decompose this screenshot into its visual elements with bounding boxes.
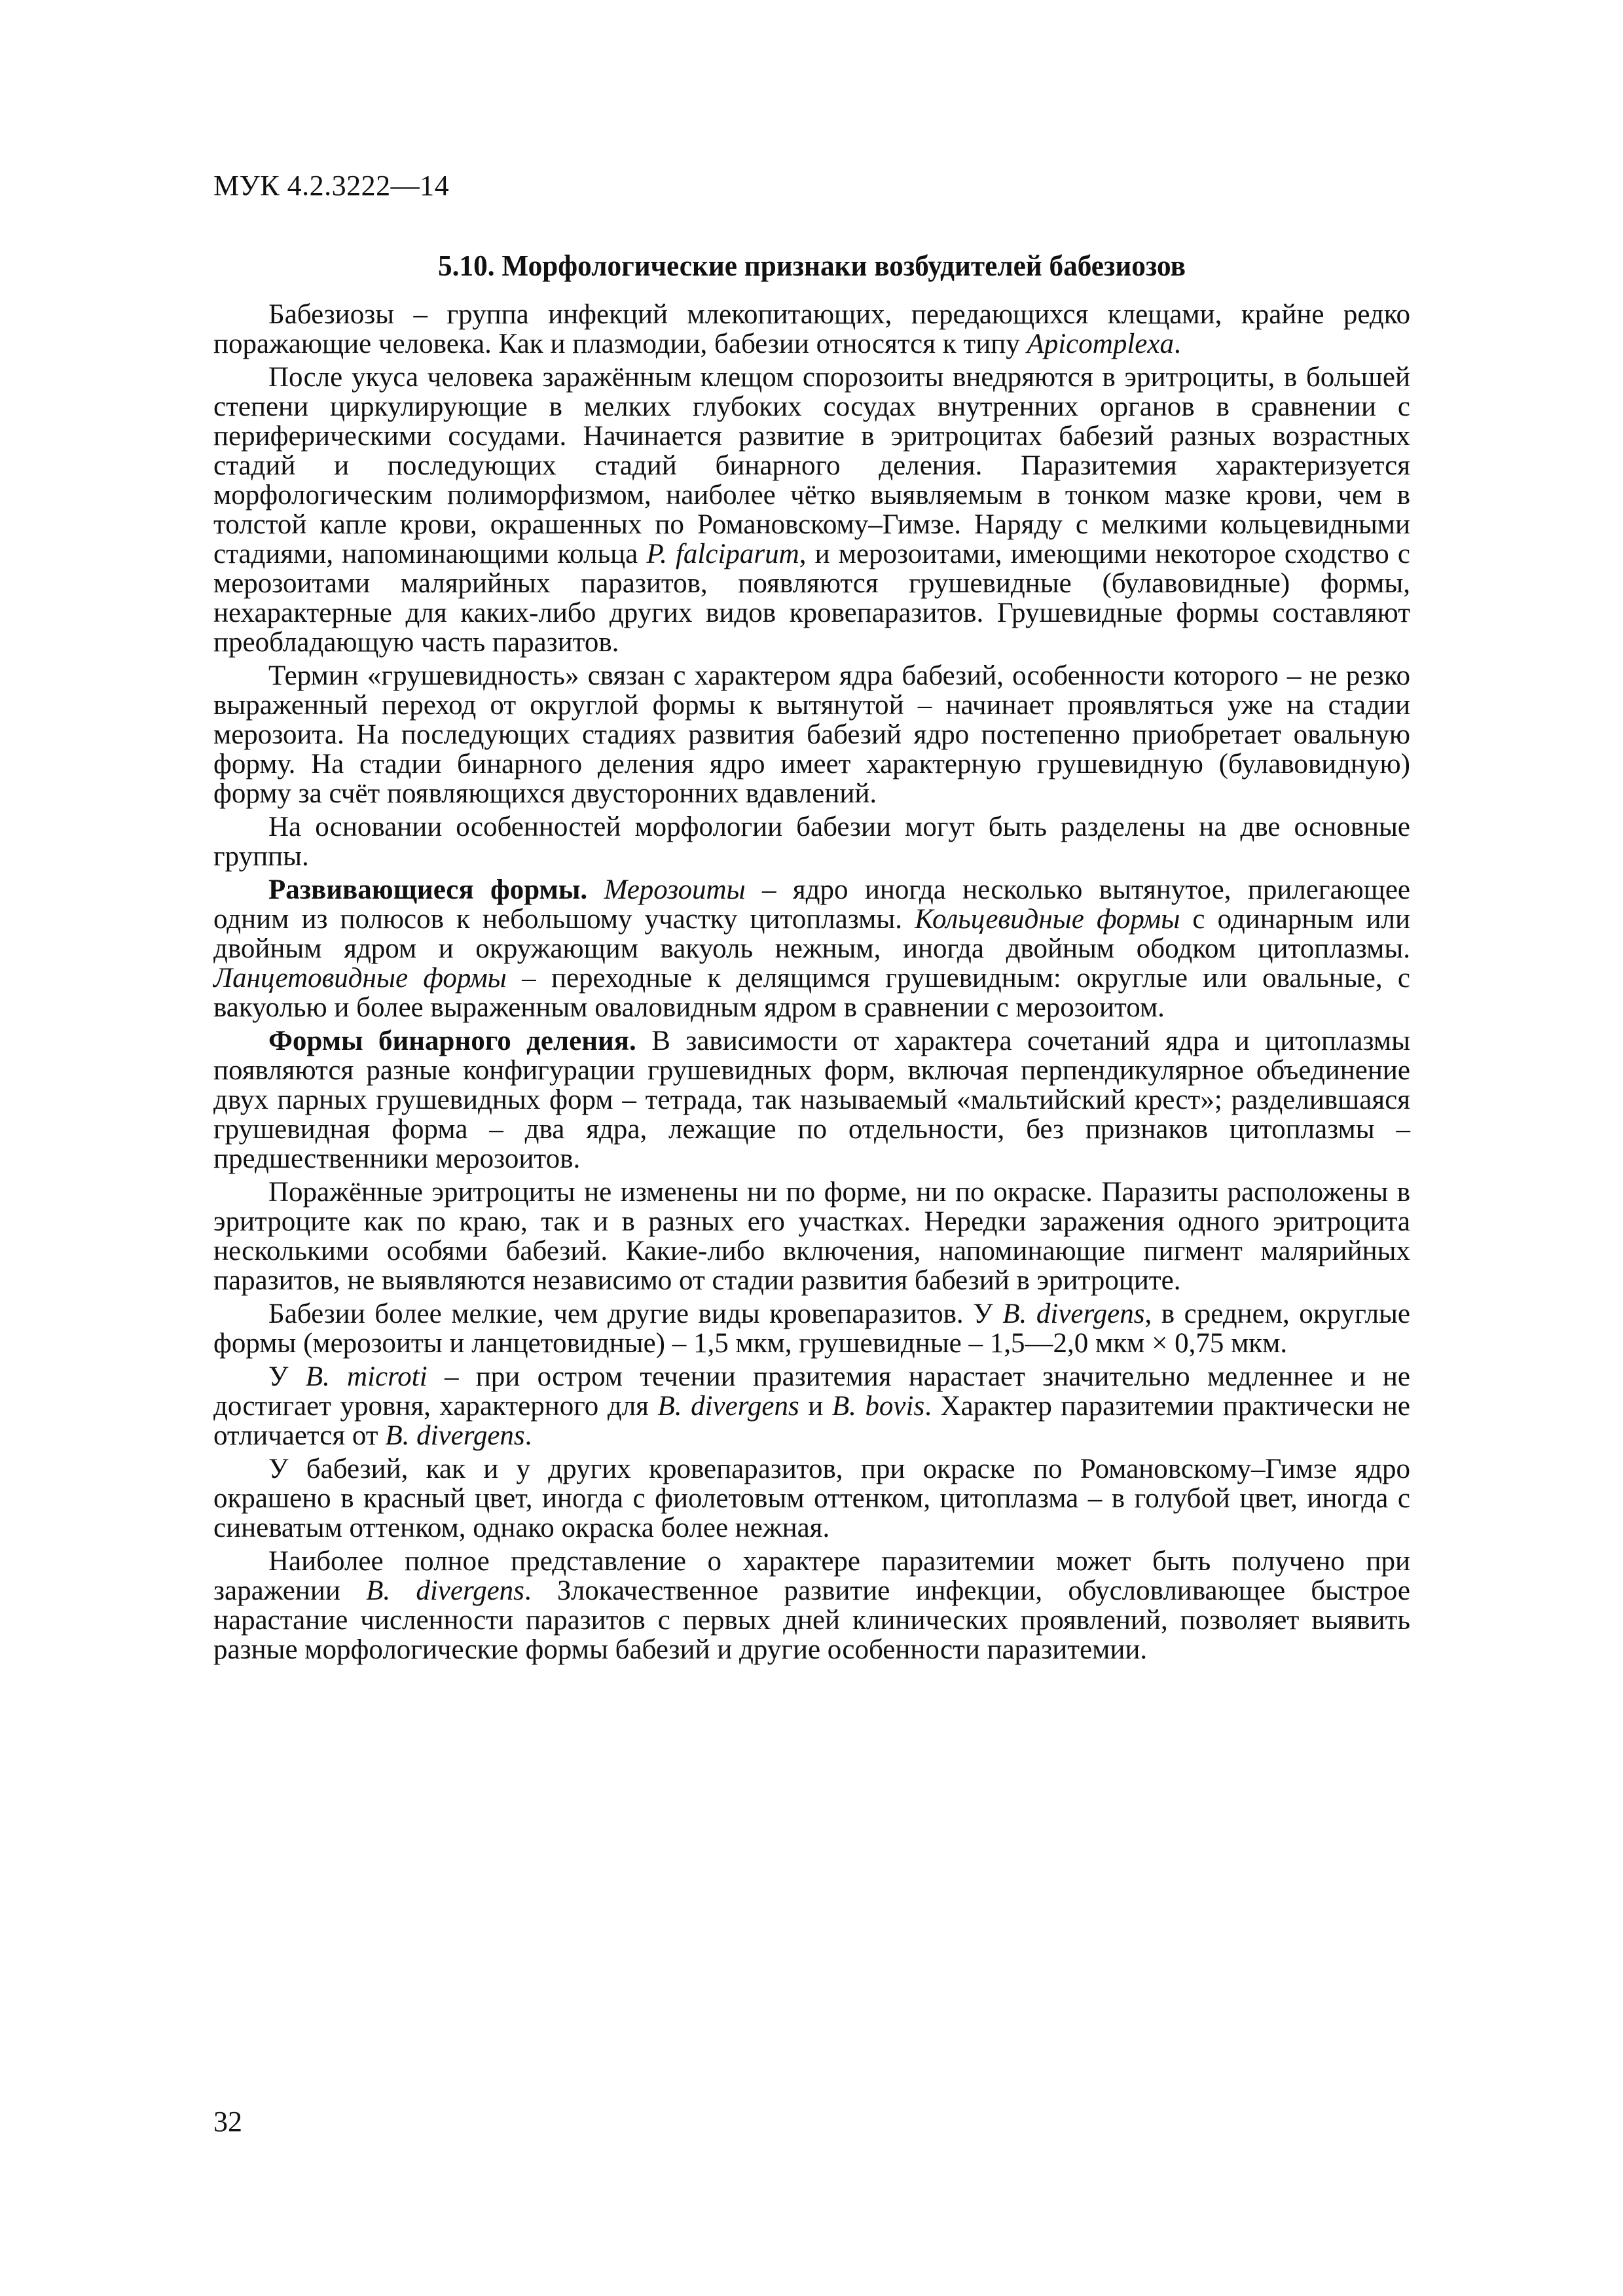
text-run: и	[799, 1391, 832, 1422]
text-run: , и мерозоитами, имеющими некоторое сходство с мерозоитами малярийных паразитов, появляются грушевидные (булавовидные) формы, нехарактерные для каких-либо других видов кровепаразитов. Грушевидные формы составляют преобладающую часть паразитов.	[213, 539, 1411, 658]
text-run: .	[524, 1420, 532, 1451]
text-run: В зависимости от характера сочетаний ядра и цитоплазмы появляются разные конфигурации грушевидных форм, включая перпендикулярное объединение двух парных грушевидных форм – тетрада, так называемый «мальтийский крест»; разделившаяся грушевидная форма – два ядра, лежащие по отдельности, без признаков цитоплазмы – предшественники мерозоитов.	[213, 1026, 1410, 1174]
italic-run: P. falciparum	[646, 539, 799, 569]
paragraph	[213, 1547, 1410, 1664]
text-run: У бабезий, как и у других кровепаразитов, при окраске по Романовскому–Гимзе ядро окрашено в красный цвет, иногда с фиолетовым оттенком, цитоплазма – в голубой цвет, иногда с синеватым оттенком, однако окраска более нежная.	[213, 1454, 1410, 1543]
document-code-header: МУК 4.2.3222—14	[213, 170, 450, 202]
section-title: 5.10. Морфологические признаки возбудителей бабезиозов	[438, 249, 1186, 282]
bold-run: Развивающиеся формы.	[268, 874, 588, 905]
text-run: – переходные к делящимся грушевидным: округлые или овальные, с вакуолью и более выраженным оваловидным ядром в сравнении с мерозоитом.	[213, 963, 1411, 1023]
italic-run: B. divergens	[1002, 1299, 1145, 1329]
paragraph	[213, 875, 1410, 1022]
text-run: Поражённые эритроциты не изменены ни по форме, ни по окраске. Паразиты расположены в эритроците как по краю, так и в разных его участках. Нередки заражения одного эритроцита несколькими особями бабезий. Какие-либо включения, напоминающие пигмент малярийных паразитов, не выявляются независимо от стадии развития бабезий в эритроците.	[213, 1177, 1410, 1296]
italic-run: Мерозоиты	[604, 874, 746, 905]
text-run: – ядро иногда несколько вытянутое, прилегающее одним из полюсов к небольшому участку цитоплазмы.	[213, 874, 1411, 935]
italic-run: B. divergens	[385, 1420, 525, 1451]
text-run: с одинарным или двойным ядром и окружающим вакуоль нежным, иногда двойным ободком цитоплазмы.	[213, 904, 1410, 964]
italic-run: B. divergens	[657, 1391, 799, 1422]
bold-run: Формы бинарного деления.	[268, 1026, 636, 1056]
text-run: Наиболее полное представление о характере паразитемии может быть получено при заражении	[213, 1546, 1410, 1606]
paragraph	[213, 1026, 1410, 1174]
text-run: . Злокачественное развитие инфекции, обусловливающее быстрое нарастание численности паразитов с первых дней клинических проявлений, позволяет выявить разные морфологические формы бабезий и другие особенности паразитемии.	[213, 1575, 1411, 1665]
text-run: Термин «грушевидность» связан с характером ядра бабезий, особенности которого – не резко выраженный переход от округлой формы к вытянутой – начинает проявляться уже на стадии мерозоита. На последующих стадиях развития бабезий ядро постепенно приобретает овальную форму. На стадии бинарного деления ядро имеет характерную грушевидную (булавовидную) форму за счёт появляющихся двусторонних вдавлений.	[213, 660, 1410, 809]
page-number: 32	[213, 2106, 242, 2138]
paragraph	[213, 300, 1410, 359]
italic-run: B. divergens	[366, 1575, 524, 1606]
text-run: На основании особенностей морфологии бабезии могут быть разделены на две основные группы.	[213, 812, 1410, 872]
text-run	[587, 874, 604, 905]
text-run: Бабезиозы – группа инфекций млекопитающих, передающихся клещами, крайне редко поражающие человека. Как и плазмодии, бабезии относятся к типу	[213, 299, 1410, 359]
text-run: .	[1173, 329, 1181, 359]
text-run: Бабезии более мелкие, чем другие виды кровепаразитов. У	[268, 1299, 1003, 1329]
paragraph	[213, 812, 1410, 871]
text-run: У	[268, 1361, 306, 1392]
paragraph	[213, 1454, 1410, 1543]
text-run: После укуса человека заражённым клещом спорозоиты внедряются в эритроциты, в большей степени циркулирующие в мелких глубоких сосудах внутренних органов в сравнении с периферическими сосудами. Начинается развитие в эритроцитах бабезий разных возрастных стадий и последующих стадий бинарного деления. Паразитемия характеризуется морфологическим полиморфизмом, наиболее чётко выявляемым в тонком мазке крови, чем в толстой капле крови, окрашенных по Романовскому–Гимзе. Наряду с мелкими кольцевидными стадиями, напоминающими кольца	[213, 362, 1410, 569]
italic-run: B. microti	[305, 1361, 428, 1392]
paragraph	[213, 661, 1410, 808]
italic-run: Ланцетовидные формы	[213, 963, 507, 994]
text-run: , в среднем, округлые формы (мерозоиты и ланцетовидные) – 1,5 мкм, грушевидные – 1,5—2,0 мкм × 0,75 мкм.	[213, 1299, 1411, 1359]
paragraph	[213, 1177, 1410, 1295]
paragraph	[213, 363, 1410, 657]
paragraph	[213, 1362, 1410, 1450]
text-run: – при остром течении празитемия нарастает значительно медленнее и не достигает уровня, характерного для	[213, 1361, 1411, 1422]
body-text	[213, 300, 1410, 1668]
italic-run: Кольцевидные формы	[915, 904, 1180, 935]
paragraph	[213, 1299, 1410, 1358]
italic-run: Apicomplexa	[1027, 329, 1174, 359]
text-run: . Характер паразитемии практически не отличается от	[213, 1391, 1410, 1451]
italic-run: B. bovis	[831, 1391, 925, 1422]
